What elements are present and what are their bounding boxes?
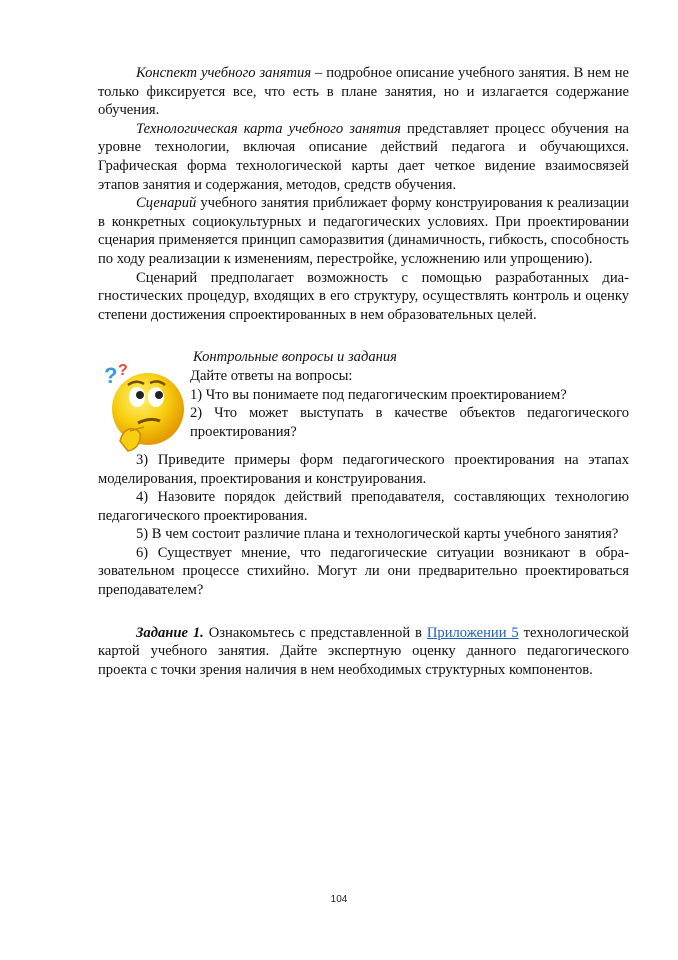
svg-text:?: ? bbox=[104, 362, 118, 388]
questions-heading: Контрольные вопросы и задания bbox=[193, 349, 397, 366]
term-konspekt: Конспект учебного занятия bbox=[136, 65, 312, 81]
page-number: 104 bbox=[330, 894, 348, 905]
svg-text:?: ? bbox=[118, 361, 128, 379]
task-text: технологической картой учебного занятия. Дайте экспертную оценку данного педагогического проекта с точки зрения наличия в нем необходимых структурных компонентов. bbox=[98, 624, 629, 678]
thinking-smiley-icon bbox=[98, 357, 190, 457]
task-title: Задание 1. bbox=[136, 624, 204, 641]
document-page bbox=[98, 64, 629, 679]
paragraph-konspekt bbox=[98, 64, 629, 120]
questions-intro: Дайте ответы на вопросы: bbox=[190, 367, 353, 384]
term-scenario: Сценарий bbox=[136, 195, 197, 212]
question-6: 6) Существует мнение, что педагогические ситуации возникают в образовательном процессе стихийно. Могут ли они предварительно проектироваться преподавателем? bbox=[98, 544, 629, 599]
questions-block bbox=[98, 361, 629, 457]
paragraph-tech-card bbox=[98, 120, 629, 194]
paragraph-text: – подробное описание учебного занятия. В нем не только фиксируется все, что есть в плане занятия, но и излагается содержание обучения. bbox=[98, 65, 629, 119]
question-1: 1) Что вы понимаете под педагогическим проектированием? bbox=[190, 386, 567, 403]
question-5: 5) В чем состоит различие плана и технологической карты учебного занятия? bbox=[136, 526, 619, 543]
paragraph-text: учебного занятия приближает форму конструирования к реализации в конкретных социокультурных и педагогических условиях. При проектировании сценария применяется принцип саморазвития (динамичность, гибкость, способность по ходу реализации к изменениям, перестройке, усложнению или упрощению). bbox=[98, 195, 630, 267]
paragraph-text: представляет процесс обучения на уровне технологии, включая описание действий педагога и обучающихся. Графическая форма технологической карты дает четкое видение взаимосвязей этапов занятия и содержания, методов, средств обучения. bbox=[98, 120, 629, 193]
task-text: Ознакомьтесь с представленной в bbox=[203, 624, 427, 641]
term-tech-card: Технологическая карта учебного занятия bbox=[136, 120, 401, 137]
question-2: 2) Что может выступать в качестве объектов педагогического проектирования? bbox=[190, 405, 629, 440]
appendix-link[interactable]: Приложении 5 bbox=[426, 624, 519, 641]
question-4: 4) Назовите порядок действий преподавателя, составляющих технологию педагогического проектирования. bbox=[98, 489, 629, 524]
paragraph-scenario-diagnostics: Сценарий предполагает возможность с помощью разработанных диагностических процедур, входящих в его структуру, осуществлять контроль и оценку степени достижения спроектированных в нем образовательных целей. bbox=[98, 269, 629, 323]
paragraph-scenario bbox=[98, 194, 629, 268]
question-3: 3) Приведите примеры форм педагогического проектирования на этапах моделирования, проектирования и конструирования. bbox=[98, 451, 629, 487]
questions-list bbox=[190, 367, 629, 441]
task-paragraph bbox=[98, 624, 629, 680]
